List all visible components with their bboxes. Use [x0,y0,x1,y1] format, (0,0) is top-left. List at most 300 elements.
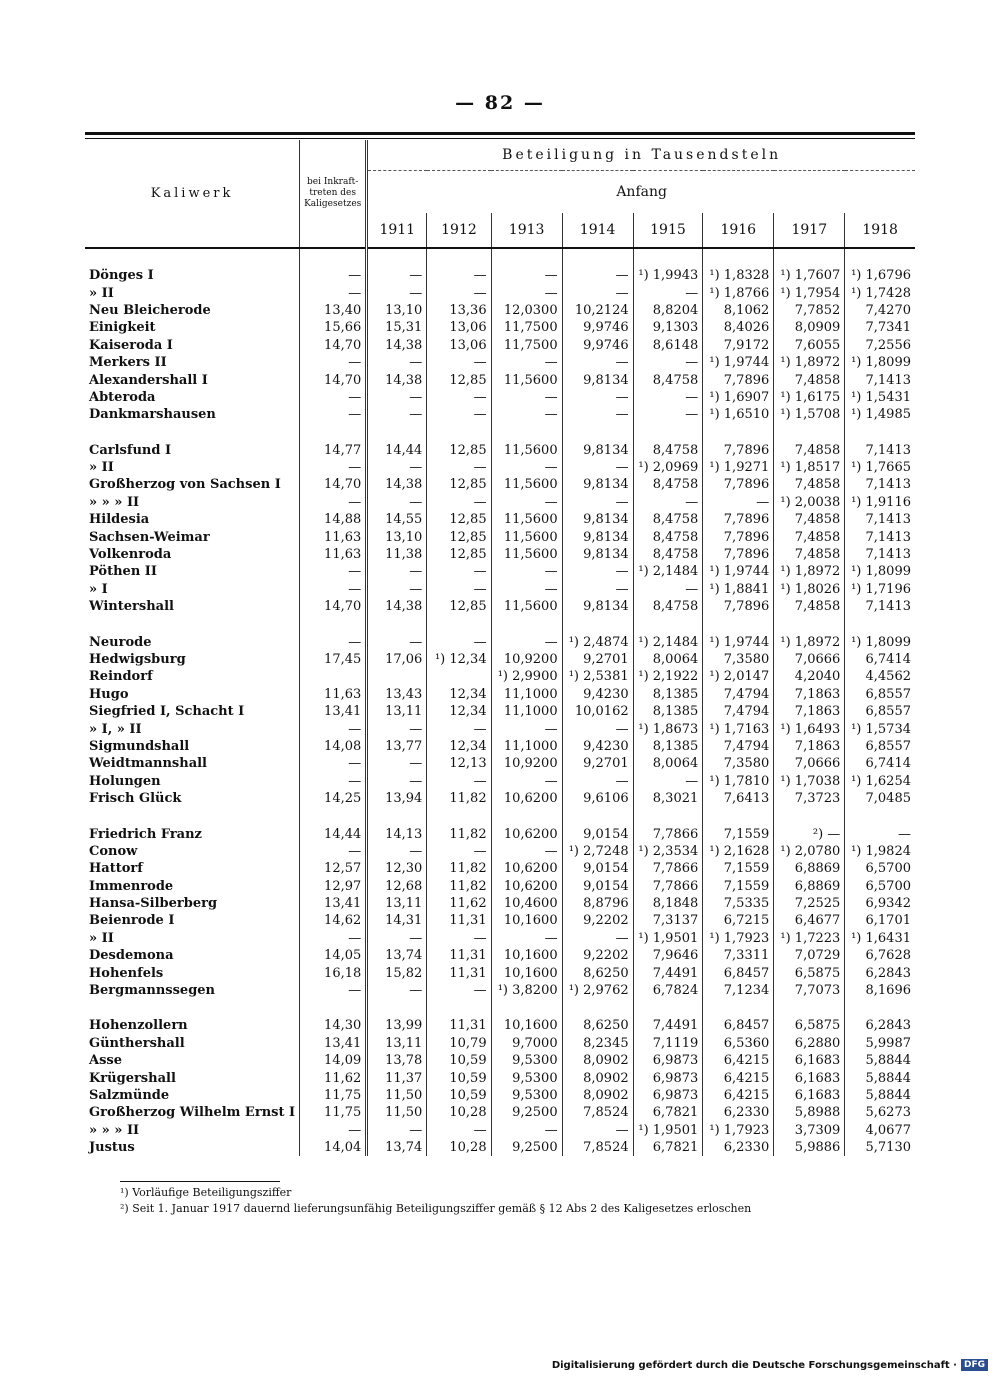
table-cell: 6,8557 [845,686,915,703]
table-cell: 10,1600 [491,1017,562,1034]
table-cell: 6,1701 [845,912,915,929]
table-row [85,389,915,406]
table-cell: — [562,389,633,406]
kaliwerk-name: Dönges I [89,268,154,284]
table-cell: — [300,773,367,790]
kaliwerk-name: Einigkeit [89,320,156,336]
header-year: 1914 [562,213,633,248]
table-cell: 8,4758 [633,442,703,459]
table-cell: 11,7500 [491,337,562,354]
table-cell: 8,0902 [562,1087,633,1104]
kaliwerk-name: Frisch Glück [89,791,182,807]
group-spacer [85,999,915,1017]
table-cell: ¹) 2,0969 [633,459,703,476]
table-cell: ¹) 2,9762 [562,982,633,999]
table-cell: 11,5600 [491,442,562,459]
table-cell: 6,9873 [633,1069,703,1086]
table-cell: — [367,494,427,511]
table-cell: 9,2500 [491,1104,562,1121]
kaliwerk-name: Hansa-Silberberg [89,896,218,912]
table-cell: ¹) 1,5708 [774,406,845,423]
table-cell: ¹) 3,8200 [491,982,562,999]
table-cell: 17,06 [367,651,427,668]
table-cell: 11,75 [300,1087,367,1104]
table-cell: 7,1413 [845,546,915,563]
table-cell: 12,68 [367,878,427,895]
table-cell: — [367,930,427,947]
table-row [85,598,915,615]
kaliwerk-name: Hohenzollern [89,1018,188,1034]
kaliwerk-name: Krügershall [89,1070,176,1086]
table-cell: ¹) 1,7163 [703,720,774,737]
table-cell: 6,8557 [845,703,915,720]
table-cell: — [491,406,562,423]
table-cell: — [562,563,633,580]
table-cell: — [562,1122,633,1139]
table-row [85,494,915,511]
table-cell: — [367,267,427,284]
table-cell: — [367,720,427,737]
table-cell: 7,1413 [845,371,915,388]
table-cell: 7,1413 [845,511,915,528]
table-cell: 7,4794 [703,738,774,755]
header-year: 1911 [367,213,427,248]
table-cell: 11,31 [427,912,491,929]
table-cell: 10,4600 [491,895,562,912]
table-cell: 7,3137 [633,912,703,929]
table-row [85,930,915,947]
table-cell: — [633,581,703,598]
table-cell: 7,5335 [703,895,774,912]
table-cell: — [491,267,562,284]
table-cell: 13,11 [367,703,427,720]
footnotes [120,1185,751,1217]
table-cell: ¹) 1,8841 [703,581,774,598]
table-cell: 10,2124 [562,302,633,319]
table-cell: 8,4026 [703,319,774,336]
table-row [85,773,915,790]
table-cell: ¹) 1,4985 [845,406,915,423]
table-cell: 13,74 [367,947,427,964]
table-cell: 8,4758 [633,371,703,388]
table-cell: 8,1385 [633,738,703,755]
table-cell: 12,85 [427,442,491,459]
table-cell: 14,77 [300,442,367,459]
table-row [85,1122,915,1139]
table-cell: 7,4858 [774,598,845,615]
table-cell: 5,6273 [845,1104,915,1121]
table-cell: — [427,1122,491,1139]
table-row [85,302,915,319]
table-cell: 13,40 [300,302,367,319]
table-cell: 11,31 [427,1017,491,1034]
table-cell: 14,38 [367,337,427,354]
kaliwerk-name: Neu Bleicherode [89,302,211,318]
table-cell: 9,8134 [562,476,633,493]
table-cell: 8,1385 [633,686,703,703]
participation-table [85,140,915,1156]
table-cell: 11,5600 [491,476,562,493]
table-cell: 5,7130 [845,1139,915,1156]
table-cell: 12,85 [427,598,491,615]
table-cell: 13,11 [367,895,427,912]
table-row [85,1069,915,1086]
kaliwerk-name: Großherzog von Sachsen I [89,477,281,493]
table-cell: 7,1863 [774,686,845,703]
table-row [85,720,915,737]
table-cell: 6,8869 [774,860,845,877]
table-cell: 11,38 [367,546,427,563]
table-cell: ¹) 2,0147 [703,668,774,685]
table-cell: 5,8844 [845,1069,915,1086]
table-cell: 6,1683 [774,1069,845,1086]
table-cell: ¹) 2,1484 [633,633,703,650]
table-cell: 8,6148 [633,337,703,354]
table-cell: 14,38 [367,598,427,615]
table-cell: ¹) 1,6431 [845,930,915,947]
table-cell: 7,7896 [703,371,774,388]
table-cell: ¹) 1,7607 [774,267,845,284]
table-cell: 14,70 [300,598,367,615]
table-row [85,581,915,598]
table-cell: 6,4215 [703,1052,774,1069]
table-cell: 7,1559 [703,878,774,895]
top-rule [85,132,915,135]
table-cell: 11,82 [427,860,491,877]
table-cell: 14,70 [300,371,367,388]
table-cell: — [491,773,562,790]
table-cell: 8,4758 [633,511,703,528]
table-cell: 7,7866 [633,878,703,895]
kaliwerk-name: Merkers II [89,355,167,371]
table-cell: ¹) 2,0038 [774,494,845,511]
table-row [85,912,915,929]
table-cell: — [367,389,427,406]
table-row [85,1035,915,1052]
table-cell: ¹) 2,4874 [562,633,633,650]
kaliwerk-name: Günthershall [89,1035,185,1051]
table-cell: ¹) 1,7923 [703,930,774,947]
table-cell: 7,7073 [774,982,845,999]
table-cell: 7,4270 [845,302,915,319]
table-row [85,319,915,336]
group-spacer [85,615,915,633]
table-cell: 14,70 [300,476,367,493]
table-cell: ¹) 1,6254 [845,773,915,790]
table-body [85,248,915,1156]
table-cell: — [562,406,633,423]
table-cell: 7,1413 [845,476,915,493]
table-cell: ¹) 1,7428 [845,284,915,301]
table-cell: 6,5875 [774,1017,845,1034]
table-row [85,1139,915,1156]
table-cell: 13,77 [367,738,427,755]
table-cell: 9,0154 [562,878,633,895]
table-cell: 14,09 [300,1052,367,1069]
table-cell: 6,7824 [633,982,703,999]
table-cell: ¹) 1,7038 [774,773,845,790]
table-cell: 11,31 [427,964,491,981]
table-cell: 6,5700 [845,878,915,895]
footnote-rule [120,1181,280,1182]
table-cell: 14,62 [300,912,367,929]
table-cell: 14,25 [300,790,367,807]
header-kaliwerk: Kaliwerk [85,140,300,248]
table-cell: — [427,773,491,790]
table-cell: 14,13 [367,825,427,842]
table-cell: 10,1600 [491,964,562,981]
header-anfang: Anfang [367,171,915,214]
table-cell: — [562,930,633,947]
footnote-1: ¹) Vorläufige Beteiligungsziffer [120,1186,292,1199]
table-cell: 9,8134 [562,371,633,388]
digitization-credit [552,1359,988,1371]
table-cell: — [367,755,427,772]
table-row [85,843,915,860]
table-cell: 9,8134 [562,442,633,459]
table-cell [367,668,427,685]
table-cell: 13,10 [367,302,427,319]
table-cell: 12,13 [427,755,491,772]
table-cell: 14,38 [367,371,427,388]
table-cell: 9,0154 [562,860,633,877]
table-cell: 6,5700 [845,860,915,877]
table-row [85,964,915,981]
kaliwerk-name: » II [89,930,114,946]
table-cell: 13,10 [367,528,427,545]
table-cell: 9,4230 [562,686,633,703]
kaliwerk-name: » I, » II [89,721,142,737]
kaliwerk-name: » » » II [89,494,140,510]
table-cell: — [491,1122,562,1139]
table-cell: ¹) 1,8026 [774,581,845,598]
table-cell: 11,1000 [491,686,562,703]
table-cell: — [367,581,427,598]
table-cell: 8,3021 [633,790,703,807]
table-cell: — [491,563,562,580]
table-row [85,284,915,301]
table-cell [427,668,491,685]
table-cell: 6,7821 [633,1104,703,1121]
table-row [85,442,915,459]
table-cell: ¹) 1,9744 [703,354,774,371]
table-cell: 11,50 [367,1087,427,1104]
kaliwerk-name: Sigmundshall [89,738,190,754]
kaliwerk-name: Reindorf [89,669,153,685]
table-cell: 14,88 [300,511,367,528]
kaliwerk-name: » I [89,581,108,597]
table-cell: 7,7896 [703,546,774,563]
table-row [85,668,915,685]
table-cell: 14,38 [367,476,427,493]
table-cell: 11,5600 [491,546,562,563]
table-cell: 10,59 [427,1069,491,1086]
table-cell: 9,2701 [562,755,633,772]
table-cell: 7,6413 [703,790,774,807]
table-cell: 13,06 [427,337,491,354]
table-cell: — [367,773,427,790]
table-cell: 11,50 [367,1104,427,1121]
table-cell: 8,4758 [633,528,703,545]
table-cell: 11,7500 [491,319,562,336]
table-cell: 7,7896 [703,442,774,459]
table-cell: 7,1863 [774,738,845,755]
table-cell: — [427,930,491,947]
table-row [85,476,915,493]
table-cell: 12,30 [367,860,427,877]
table-cell: ¹) 1,9116 [845,494,915,511]
table-cell: ¹) 1,8099 [845,563,915,580]
kaliwerk-name: Alexandershall I [89,372,208,388]
table-cell: 12,57 [300,860,367,877]
table-cell: 7,1119 [633,1035,703,1052]
table-cell: 8,1062 [703,302,774,319]
table-cell: 6,8869 [774,878,845,895]
kaliwerk-name: Hattorf [89,861,143,877]
table-cell: ¹) 1,8517 [774,459,845,476]
table-cell: 8,6250 [562,1017,633,1034]
table-cell: 15,66 [300,319,367,336]
table-cell: 10,6200 [491,790,562,807]
table-cell: 10,9200 [491,755,562,772]
table-cell: — [427,389,491,406]
table-cell: 7,7866 [633,860,703,877]
table-cell: ¹) 2,0780 [774,843,845,860]
table-cell: ¹) 2,1628 [703,843,774,860]
table-cell: ¹) 2,1922 [633,668,703,685]
kaliwerk-name: » II [89,460,114,476]
table-cell: — [633,354,703,371]
table-cell: — [367,284,427,301]
table-cell: — [367,563,427,580]
table-cell: 9,9746 [562,337,633,354]
table-cell: — [491,633,562,650]
table-cell: 9,2202 [562,912,633,929]
kaliwerk-name: » » » II [89,1122,140,1138]
table-cell: — [300,1122,367,1139]
table-cell: ¹) 1,9744 [703,563,774,580]
table-cell: 7,2556 [845,337,915,354]
table-cell: 10,59 [427,1052,491,1069]
kaliwerk-name: Conow [89,843,138,859]
table-cell: ¹) 1,8328 [703,267,774,284]
table-cell: 7,8524 [562,1139,633,1156]
table-cell: 11,63 [300,528,367,545]
table-cell: 12,97 [300,878,367,895]
kaliwerk-name: Dankmarshausen [89,407,216,423]
table-cell: 8,8204 [633,302,703,319]
top-rule-thin [85,138,915,139]
table-cell: — [491,720,562,737]
table-cell: 6,8457 [703,1017,774,1034]
table-cell: 7,3723 [774,790,845,807]
table-cell: 5,8988 [774,1104,845,1121]
kaliwerk-name: Weidtmannshall [89,756,207,772]
table-cell: — [491,389,562,406]
table-cell: 14,05 [300,947,367,964]
table-cell: ¹) 1,7223 [774,930,845,947]
table-cell: 12,34 [427,686,491,703]
table-cell: 11,1000 [491,703,562,720]
table-cell: 7,0485 [845,790,915,807]
kaliwerk-name: Salzmünde [89,1087,170,1103]
table-cell: 13,74 [367,1139,427,1156]
table-cell: ¹) 1,6510 [703,406,774,423]
table-cell: 9,5300 [491,1087,562,1104]
table-cell: — [300,267,367,284]
header-bei-inkrafttreten: bei Inkraft-treten des Kaligesetzes [300,140,367,248]
table-cell: — [300,930,367,947]
table-cell: 4,2040 [774,668,845,685]
kaliwerk-name: Hohenfels [89,965,164,981]
kaliwerk-name: Hugo [89,686,129,702]
table-cell: — [562,720,633,737]
table-row [85,703,915,720]
table-cell: 6,8557 [845,738,915,755]
table-cell: ¹) 1,7954 [774,284,845,301]
table-cell: 10,0162 [562,703,633,720]
table-cell: ¹) 1,9744 [703,633,774,650]
header-year: 1915 [633,213,703,248]
table-cell: 14,44 [300,825,367,842]
table-cell: — [300,389,367,406]
table-cell: 7,7896 [703,511,774,528]
table-cell: — [562,459,633,476]
kaliwerk-name: Friedrich Franz [89,826,202,842]
table-row [85,267,915,284]
table-row [85,947,915,964]
table-cell: 4,0677 [845,1122,915,1139]
table-cell: — [367,406,427,423]
table-cell: 7,0666 [774,755,845,772]
kaliwerk-name: Holungen [89,773,161,789]
table-cell: — [491,354,562,371]
table-row [85,825,915,842]
table-cell: — [427,459,491,476]
table-cell: — [300,581,367,598]
table-cell: 4,4562 [845,668,915,685]
table-cell: — [562,354,633,371]
table-cell: 13,99 [367,1017,427,1034]
table-cell: 9,8134 [562,598,633,615]
kaliwerk-name: Bergmannssegen [89,983,216,999]
table-cell: — [845,825,915,842]
table-cell: 7,4858 [774,528,845,545]
table-cell: 9,2701 [562,651,633,668]
table-cell: ¹) 1,6493 [774,720,845,737]
table-cell: ¹) 1,6796 [845,267,915,284]
table-cell: 9,8134 [562,546,633,563]
table-cell: 9,9746 [562,319,633,336]
table-cell: — [300,406,367,423]
table-cell: — [633,389,703,406]
group-spacer [85,248,915,267]
table-cell: 11,5600 [491,528,562,545]
table-cell: 11,1000 [491,738,562,755]
table-cell: 14,04 [300,1139,367,1156]
table-cell: 7,4794 [703,703,774,720]
kaliwerk-name: Beienrode I [89,913,175,929]
table-cell: 7,4858 [774,371,845,388]
table-cell: — [491,581,562,598]
table-cell: 10,1600 [491,912,562,929]
table-cell: 7,0729 [774,947,845,964]
table-cell: 7,9646 [633,947,703,964]
table-cell: 7,4491 [633,1017,703,1034]
table-cell: — [427,563,491,580]
table-cell: 7,4858 [774,511,845,528]
table-cell: — [367,354,427,371]
